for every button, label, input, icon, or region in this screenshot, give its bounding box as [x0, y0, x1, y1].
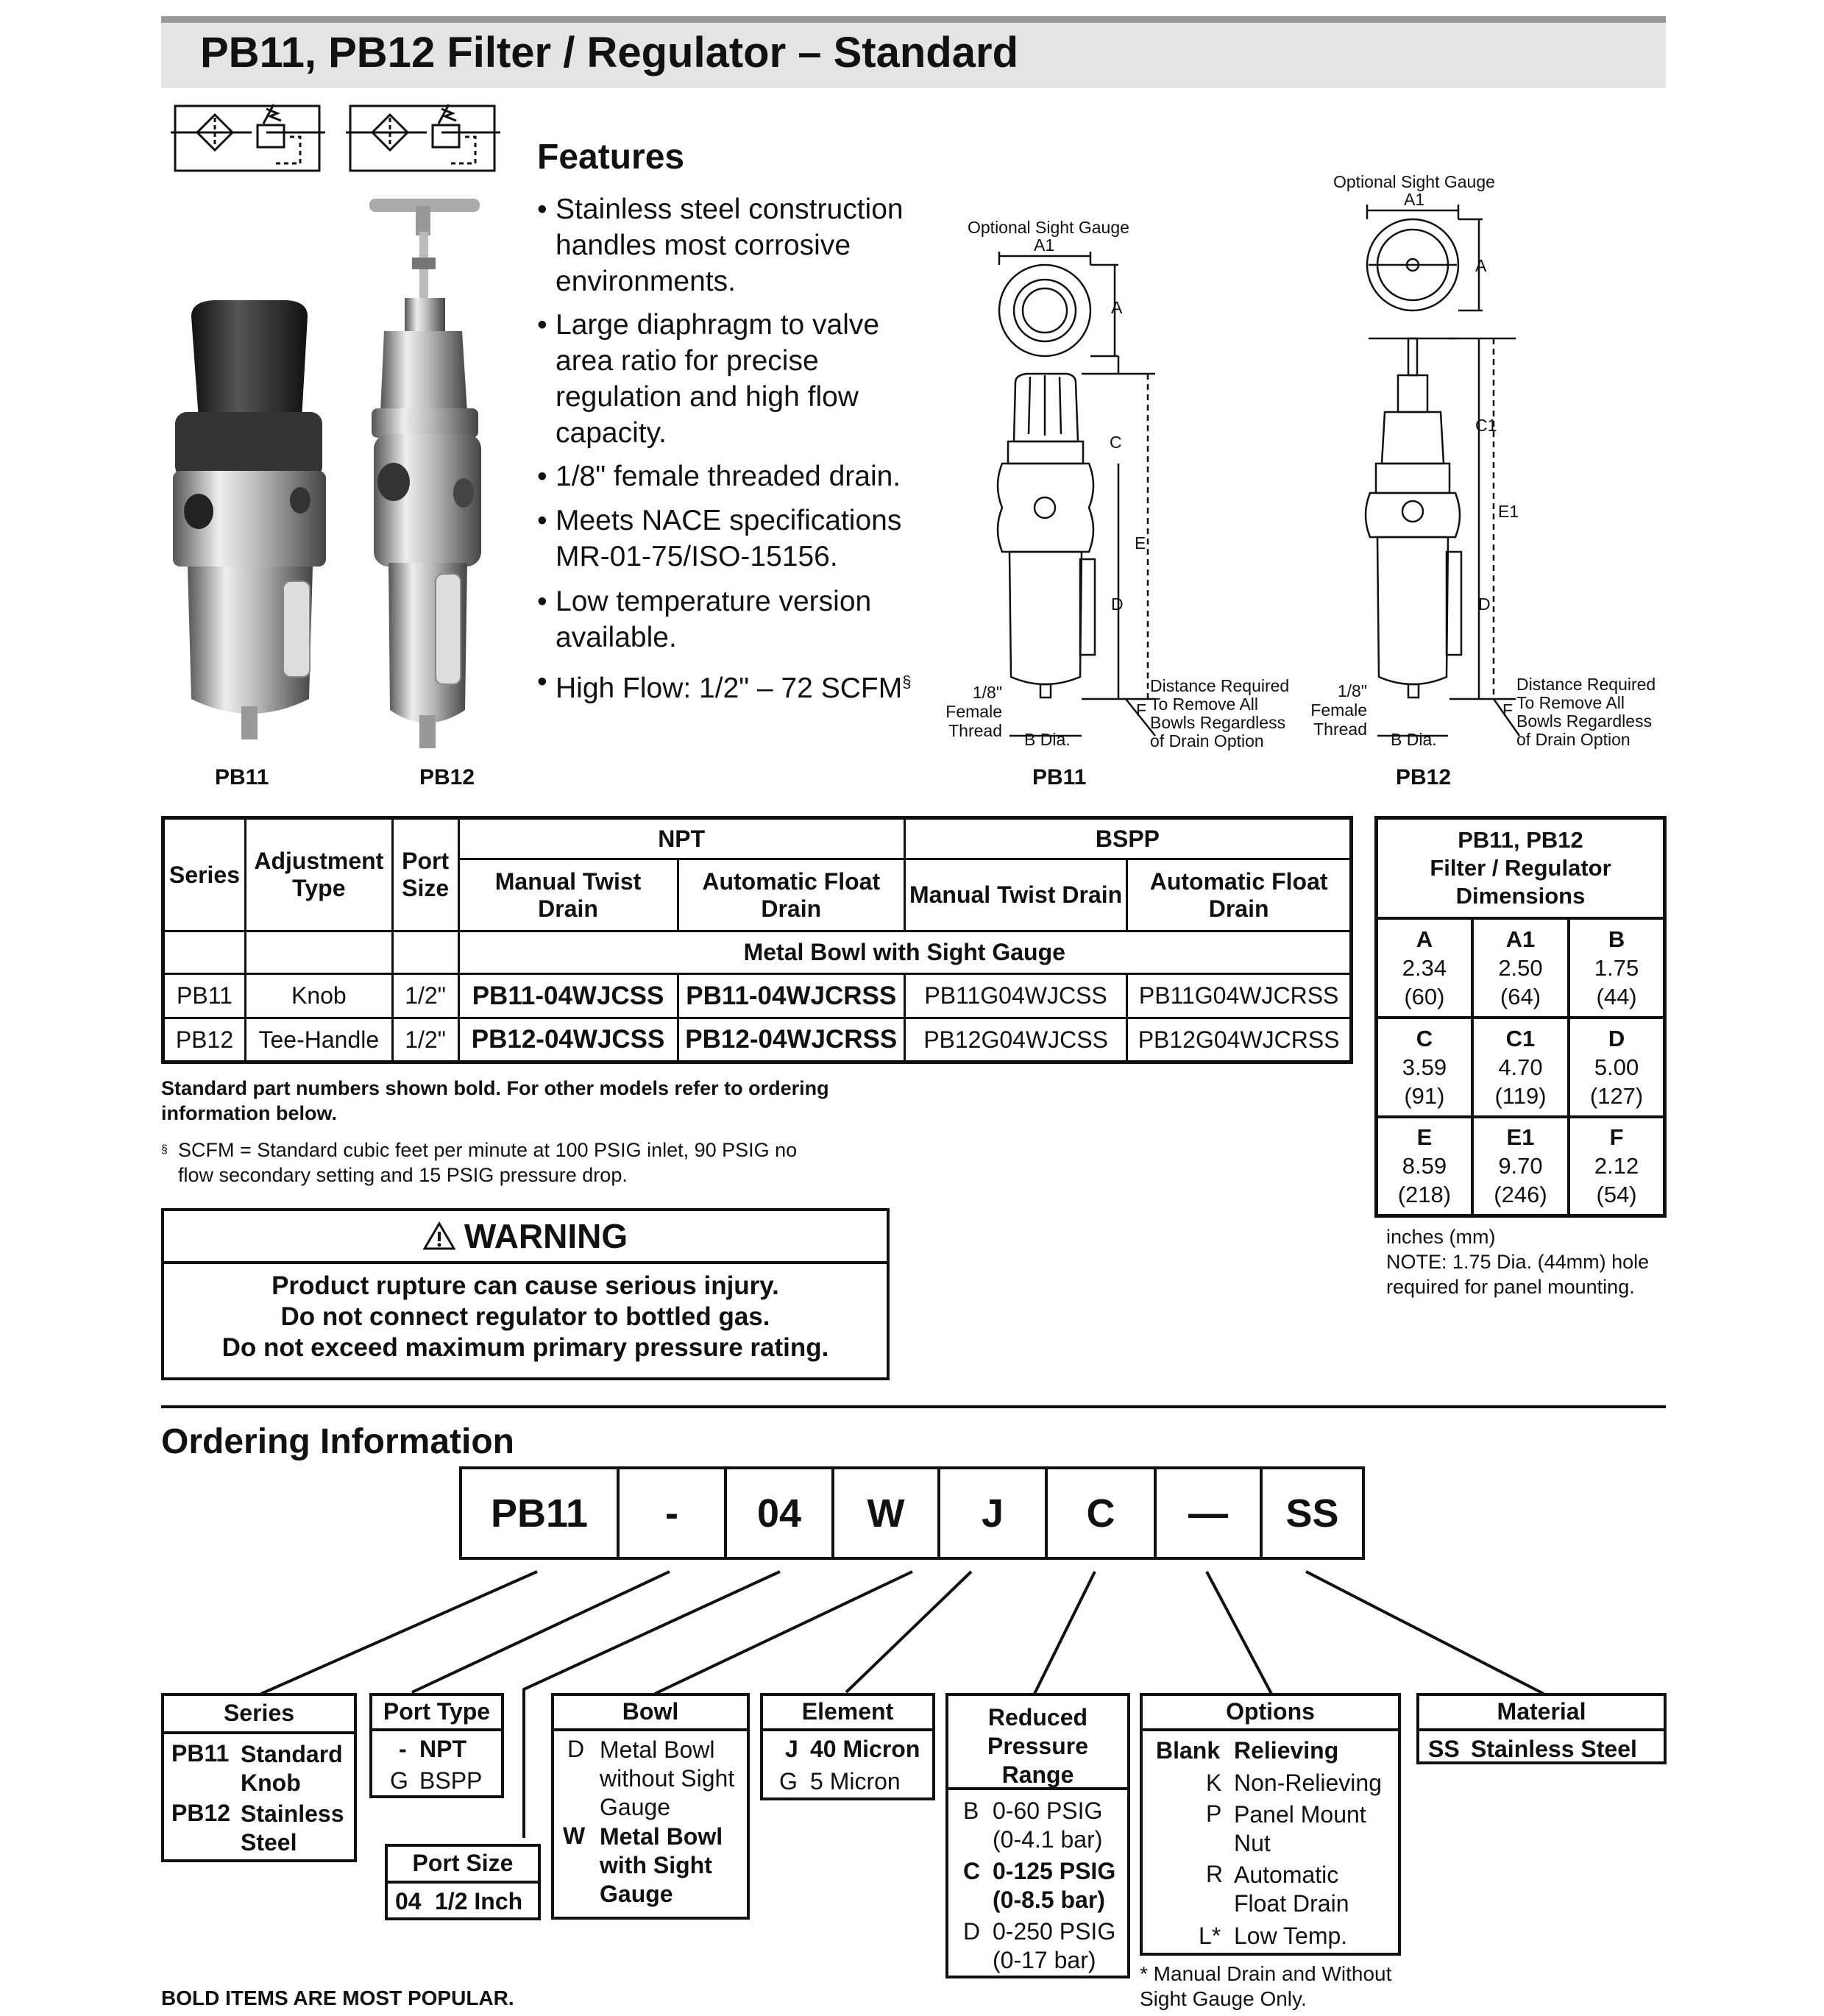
- option-desc: Panel Mount Nut: [1234, 1801, 1366, 1856]
- element-box-title: Element: [763, 1696, 932, 1731]
- dim-cell: A1 2.50 (64): [1472, 918, 1569, 1018]
- feature-item: • Stainless steel construction handles most corrosive environments.: [537, 194, 904, 297]
- dimensions-note: NOTE: 1.75 Dia. (44mm) hole required for panel mounting.: [1386, 1251, 1650, 1298]
- option-code: D: [567, 1736, 585, 1762]
- col-header-bspp: BSPP: [904, 818, 1351, 859]
- cell-part-number: PB12-04WJCSS: [458, 1018, 678, 1062]
- cell-part-number: PB12G04WJCRSS: [1127, 1018, 1352, 1062]
- options-footnote: * Manual Drain and Without Sight Gauge Only.: [1140, 1962, 1392, 2010]
- cell-adjustment: Tee-Handle: [245, 1018, 392, 1062]
- code-segment: PB11: [462, 1469, 620, 1557]
- warning-box: [161, 1208, 890, 1380]
- option-desc: 0-60 PSIG: [993, 1797, 1103, 1824]
- dim-thread-label: 1/8" Female Thread: [945, 683, 1002, 740]
- col-header-bspp-manual: Manual Twist Drain: [904, 859, 1126, 931]
- dim-cell: C1 4.70 (119): [1472, 1018, 1569, 1117]
- dim-b-dia: B Dia.: [1391, 730, 1437, 749]
- dim-cell: C 3.59 (91): [1377, 1018, 1472, 1117]
- warning-line: Do not exceed maximum primary pressure rating.: [221, 1333, 829, 1362]
- model-code: [459, 1466, 1365, 1560]
- parts-table: [161, 816, 1353, 1064]
- series-box: [161, 1693, 357, 1862]
- option-desc: Metal Bowl without Sight Gauge: [600, 1736, 735, 1820]
- warning-line: Do not connect regulator to bottled gas.: [280, 1302, 770, 1331]
- option-code: D: [963, 1918, 981, 1945]
- material-box: [1416, 1693, 1667, 1764]
- dim-cell: E 8.59 (218): [1377, 1117, 1472, 1216]
- option-code: PB12: [171, 1800, 231, 1826]
- dim-sight-gauge-label: Optional Sight Gauge: [968, 218, 1129, 237]
- dim-cell: A 2.34 (60): [1377, 918, 1472, 1018]
- option-code: P: [1206, 1800, 1222, 1827]
- symbols-diagram: [171, 102, 502, 175]
- pressure-box: [945, 1693, 1130, 1978]
- cell-port: 1/2": [392, 974, 458, 1018]
- drawing-label-pb12: PB12: [1396, 765, 1452, 789]
- bowl-subheader: Metal Bowl with Sight Gauge: [458, 931, 1352, 974]
- option-code: Blank: [1156, 1737, 1221, 1764]
- dimensions-title: PB11, PB12 Filter / Regulator Dimensions: [1377, 818, 1665, 918]
- port-size-box-title: Port Size: [388, 1847, 538, 1884]
- dim-cell: B 1.75 (44): [1569, 918, 1664, 1018]
- dim-e: E: [1135, 533, 1146, 553]
- option-desc: Non-Relieving: [1234, 1770, 1382, 1796]
- cell-part-number: PB11G04WJCRSS: [1127, 974, 1352, 1018]
- code-segment: C: [1048, 1469, 1157, 1557]
- option-desc: Relieving: [1234, 1737, 1339, 1764]
- option-code: J: [785, 1736, 798, 1762]
- bowl-box-title: Bowl: [554, 1696, 747, 1731]
- footnote-mark: §: [161, 1143, 168, 1156]
- feature-item: • Low temperature version available.: [537, 586, 872, 653]
- col-header-port: Port Size: [392, 818, 458, 931]
- scfm-footnote: SCFM = Standard cubic feet per minute at 100 PSIG inlet, 90 PSIG no flow secondary setting and 15 PSIG pressure drop.: [178, 1139, 798, 1186]
- option-desc: (0-8.5 bar): [993, 1887, 1105, 1913]
- option-code: L*: [1199, 1923, 1221, 1949]
- dim-a1: A1: [1404, 190, 1425, 209]
- cell-part-number: PB12G04WJCSS: [904, 1018, 1126, 1062]
- option-desc: Stainless Steel: [1471, 1736, 1637, 1762]
- feature-item: • High Flow: 1/2" – 72 SCFM§: [537, 666, 912, 704]
- bowl-box: [551, 1693, 750, 1920]
- col-header-adjustment: Adjustment Type: [245, 818, 392, 931]
- options-box: [1140, 1693, 1401, 1956]
- photo-label-pb12: PB12: [419, 765, 475, 789]
- cell-part-number: PB11G04WJCSS: [904, 974, 1126, 1018]
- dim-distance-note: Distance Required To Remove All Bowls Regardless of Drain Option: [1516, 675, 1656, 749]
- dimensions-table: [1374, 816, 1667, 1218]
- code-segment: SS: [1285, 1491, 1339, 1536]
- col-header-npt-auto: Automatic Float Drain: [678, 859, 904, 931]
- option-code: PB11: [171, 1740, 230, 1767]
- option-code: -: [399, 1736, 407, 1762]
- dim-d: D: [1478, 594, 1491, 614]
- option-desc: (0-17 bar): [993, 1947, 1096, 1973]
- option-code: C: [963, 1858, 981, 1884]
- dim-cell: D 5.00 (127): [1569, 1018, 1664, 1117]
- dim-thread-label: 1/8" Female Thread: [1310, 681, 1367, 739]
- dim-a1: A1: [1034, 235, 1055, 255]
- dim-f: F: [1502, 700, 1514, 720]
- cell-part-number: PB11-04WJCSS: [458, 974, 678, 1018]
- product-photo: [169, 191, 493, 765]
- option-code: W: [563, 1822, 586, 1849]
- footnote-mark: §: [902, 672, 912, 691]
- pressure-box-title: Reduced Pressure Range: [948, 1696, 1127, 1790]
- warning-triangle-icon: [423, 1221, 455, 1251]
- warning-header: [164, 1211, 887, 1264]
- warning-heading: WARNING: [464, 1217, 628, 1255]
- cell-series: PB12: [163, 1018, 246, 1062]
- features-heading: Features: [537, 138, 685, 177]
- option-desc: Automatic Float Drain: [1234, 1861, 1349, 1917]
- option-desc: 40 Micron: [810, 1736, 920, 1762]
- options-box-title: Options: [1143, 1696, 1398, 1731]
- section-divider: [161, 1405, 1666, 1408]
- dim-b-dia: B Dia.: [1024, 730, 1071, 749]
- code-segment: W: [834, 1469, 940, 1557]
- col-header-bspp-auto: Automatic Float Drain: [1127, 859, 1352, 931]
- parts-table-note: Standard part numbers shown bold. For other models refer to ordering information below.: [161, 1077, 829, 1124]
- col-header-series: Series: [163, 818, 246, 931]
- code-segment: 04: [727, 1469, 834, 1557]
- feature-item: • Meets NACE specifications MR-01-75/ISO-15156.: [537, 505, 902, 572]
- material-box-title: Material: [1419, 1696, 1664, 1731]
- option-code: 04: [395, 1888, 422, 1914]
- port-size-box: [385, 1844, 541, 1920]
- option-desc: 1/2 Inch: [435, 1888, 523, 1914]
- option-desc: Metal Bowl with Sight Gauge: [600, 1823, 723, 1907]
- feature-item: • 1/8" female threaded drain.: [537, 461, 901, 492]
- col-header-npt: NPT: [458, 818, 904, 859]
- ordering-heading: Ordering Information: [161, 1422, 514, 1461]
- option-desc: (0-4.1 bar): [993, 1826, 1103, 1853]
- dim-f: F: [1136, 700, 1147, 720]
- dim-a: A: [1111, 298, 1123, 317]
- option-code: G: [779, 1768, 798, 1795]
- dim-a: A: [1475, 256, 1487, 275]
- col-header-npt-manual: Manual Twist Drain: [458, 859, 678, 931]
- table-row: [163, 1018, 1352, 1062]
- table-row: [163, 974, 1352, 1018]
- dim-d: D: [1111, 594, 1124, 614]
- element-box: [760, 1693, 935, 1800]
- option-desc: 0-250 PSIG: [993, 1918, 1116, 1945]
- dim-c: C: [1110, 433, 1122, 452]
- dimension-drawing: [934, 169, 1670, 758]
- option-desc: BSPP: [419, 1767, 483, 1794]
- dim-e1: E1: [1498, 502, 1519, 521]
- cell-series: PB11: [163, 974, 246, 1018]
- option-desc: Standard Knob: [241, 1741, 343, 1796]
- option-desc: NPT: [419, 1736, 466, 1762]
- port-type-box: [369, 1693, 504, 1798]
- option-code: G: [390, 1767, 408, 1794]
- dim-cell: E1 9.70 (246): [1472, 1117, 1569, 1216]
- code-segment: -: [620, 1469, 727, 1557]
- cell-part-number: PB12-04WJCRSS: [678, 1018, 904, 1062]
- dim-sight-gauge-label: Optional Sight Gauge: [1333, 172, 1495, 191]
- cell-part-number: PB11-04WJCRSS: [678, 974, 904, 1018]
- option-code: SS: [1428, 1736, 1460, 1762]
- option-code: K: [1206, 1770, 1222, 1796]
- option-code: B: [963, 1797, 979, 1824]
- drawing-label-pb11: PB11: [1032, 765, 1087, 789]
- photo-label-pb11: PB11: [215, 765, 269, 789]
- feature-item: • Large diaphragm to valve area ratio for precise regulation and high flow capacity.: [537, 309, 880, 449]
- code-segment: —: [1157, 1469, 1263, 1557]
- port-type-box-title: Port Type: [372, 1696, 501, 1731]
- option-desc: 5 Micron: [810, 1768, 901, 1795]
- option-desc: 0-125 PSIG: [993, 1858, 1116, 1884]
- option-code: R: [1206, 1861, 1224, 1887]
- dimensions-units: inches (mm): [1386, 1226, 1496, 1248]
- popular-note: BOLD ITEMS ARE MOST POPULAR.: [161, 1987, 514, 2009]
- dim-distance-note: Distance Required To Remove All Bowls Regardless of Drain Option: [1150, 676, 1290, 750]
- code-segment: J: [940, 1469, 1048, 1557]
- warning-line: Product rupture can cause serious injury.: [272, 1271, 779, 1300]
- series-box-title: Series: [164, 1696, 354, 1734]
- option-desc: Low Temp.: [1234, 1923, 1348, 1949]
- dim-cell: F 2.12 (54): [1569, 1117, 1664, 1216]
- cell-adjustment: Knob: [245, 974, 392, 1018]
- option-desc: Stainless Steel: [241, 1800, 344, 1856]
- cell-port: 1/2": [392, 1018, 458, 1062]
- page-title: PB11, PB12 Filter / Regulator – Standard: [200, 29, 1018, 77]
- dim-c1: C1: [1475, 416, 1497, 435]
